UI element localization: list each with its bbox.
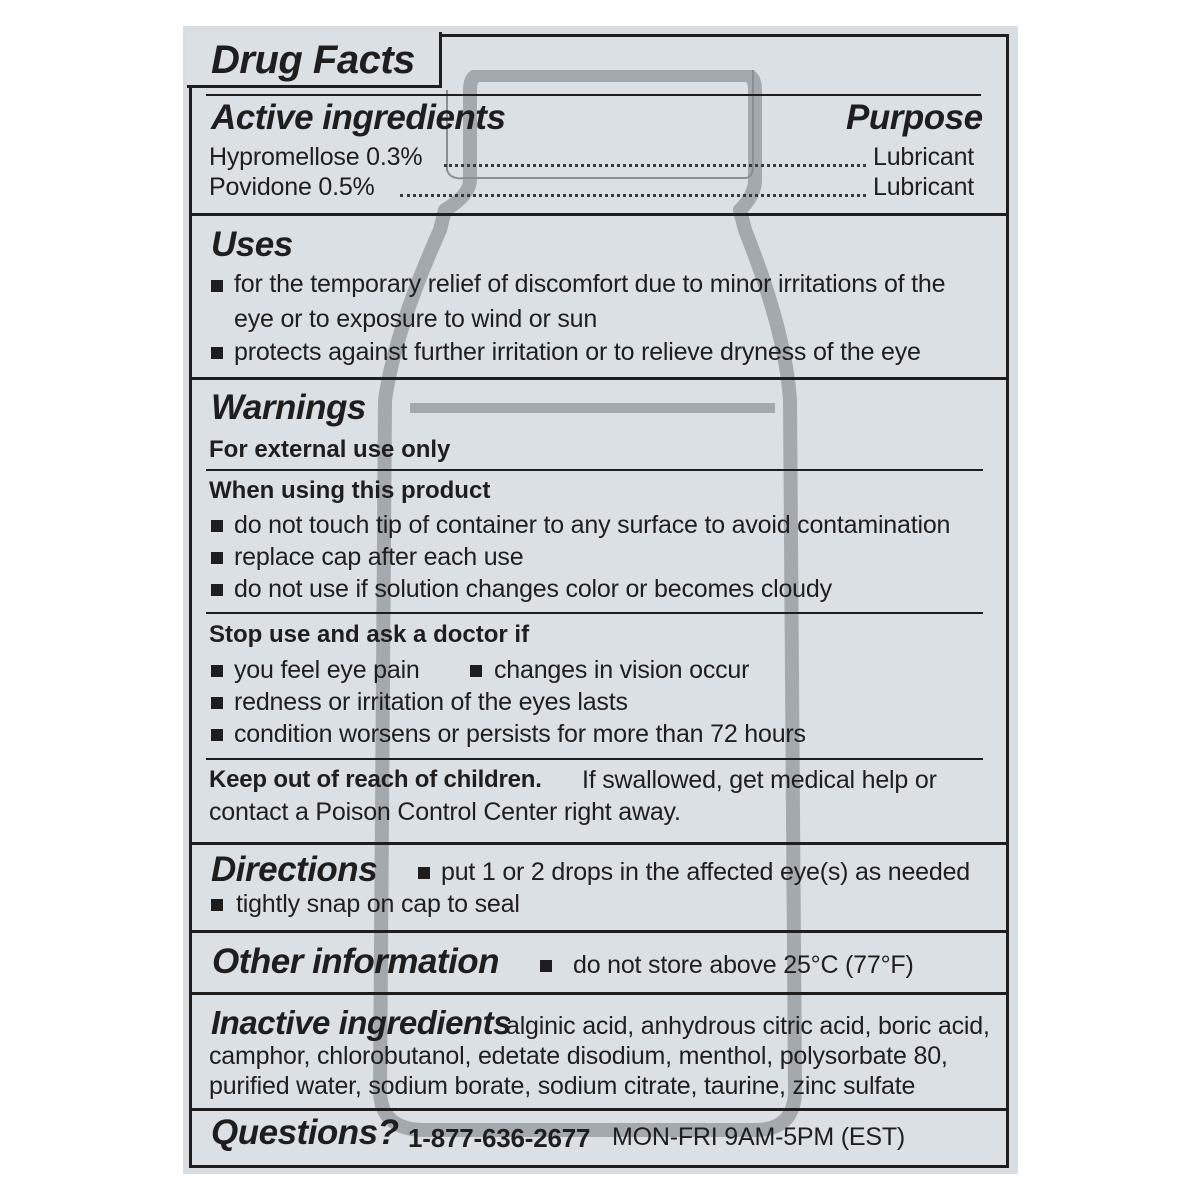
active-ingredients-heading: Active ingredients — [211, 98, 506, 137]
uses-item-1: for the temporary relief of discomfort due to minor irritations of the — [234, 270, 946, 298]
when-using-heading: When using this product — [209, 477, 491, 504]
uses-item-2: protects against further irritation or to relieve dryness of the eye — [234, 338, 921, 366]
drug-facts-title: Drug Facts — [211, 38, 415, 82]
questions-hours: MON-FRI 9AM-5PM (EST) — [612, 1123, 906, 1151]
bullet — [211, 729, 223, 741]
inactive-ingredients-line-3: purified water, sodium borate, sodium citrate, taurine, zinc sulfate — [209, 1072, 916, 1100]
purpose-1: Lubricant — [873, 143, 975, 171]
when-using-item-2: replace cap after each use — [234, 543, 524, 571]
stop-use-item-3: redness or irritation of the eyes lasts — [234, 688, 628, 716]
section-divider — [189, 992, 1009, 995]
leader-dots — [444, 164, 866, 167]
section-divider — [189, 1108, 1009, 1111]
bullet — [470, 665, 482, 677]
stop-use-heading: Stop use and ask a doctor if — [209, 621, 530, 648]
questions-phone: 1-877-636-2677 — [408, 1123, 591, 1153]
warnings-heading: Warnings — [211, 388, 366, 427]
stop-use-item-2: changes in vision occur — [494, 656, 750, 684]
divider — [206, 612, 983, 614]
external-use-notice: For external use only — [209, 436, 451, 463]
inactive-ingredients-line-1: alginic acid, anhydrous citric acid, boric acid, — [506, 1012, 990, 1040]
bullet — [211, 347, 223, 359]
questions-heading: Questions? — [211, 1113, 399, 1152]
active-ingredient-1: Hypromellose 0.3% — [209, 143, 423, 171]
directions-item-1: put 1 or 2 drops in the affected eye(s) as needed — [441, 858, 970, 886]
other-information-item-1: do not store above 25°C (77°F) — [573, 951, 914, 979]
other-information-heading: Other information — [212, 942, 500, 981]
purpose-heading: Purpose — [846, 98, 983, 137]
section-divider — [189, 930, 1009, 933]
uses-heading: Uses — [211, 225, 293, 264]
bullet — [211, 520, 223, 532]
keep-out-text-2: contact a Poison Control Center right away. — [209, 798, 681, 826]
bullet — [211, 584, 223, 596]
bullet — [418, 867, 430, 879]
inactive-ingredients-heading: Inactive ingredients — [211, 1004, 511, 1041]
directions-heading: Directions — [211, 850, 378, 889]
divider — [206, 94, 981, 96]
keep-out-text-1: If swallowed, get medical help or — [582, 766, 937, 794]
directions-item-2: tightly snap on cap to seal — [236, 890, 520, 918]
when-using-item-3: do not use if solution changes color or becomes cloudy — [234, 575, 832, 603]
keep-out-heading: Keep out of reach of children. — [209, 766, 542, 793]
bullet — [540, 960, 552, 972]
purpose-2: Lubricant — [873, 173, 975, 201]
section-divider — [189, 377, 1009, 380]
stop-use-item-1: you feel eye pain — [234, 656, 420, 684]
uses-item-1-cont: eye or to exposure to wind or sun — [234, 305, 598, 333]
bullet — [211, 552, 223, 564]
stop-use-item-4: condition worsens or persists for more than 72 hours — [234, 720, 806, 748]
divider — [206, 758, 983, 760]
bullet — [211, 899, 223, 911]
leader-dots — [400, 194, 866, 197]
bullet — [211, 665, 223, 677]
when-using-item-1: do not touch tip of container to any surface to avoid contamination — [234, 511, 951, 539]
active-ingredient-2: Povidone 0.5% — [209, 173, 375, 201]
bullet — [211, 697, 223, 709]
divider — [206, 469, 983, 471]
section-divider — [189, 213, 1009, 216]
section-divider — [189, 842, 1009, 845]
inactive-ingredients-line-2: camphor, chlorobutanol, edetate disodium, menthol, polysorbate 80, — [209, 1042, 948, 1070]
bullet — [211, 280, 223, 292]
